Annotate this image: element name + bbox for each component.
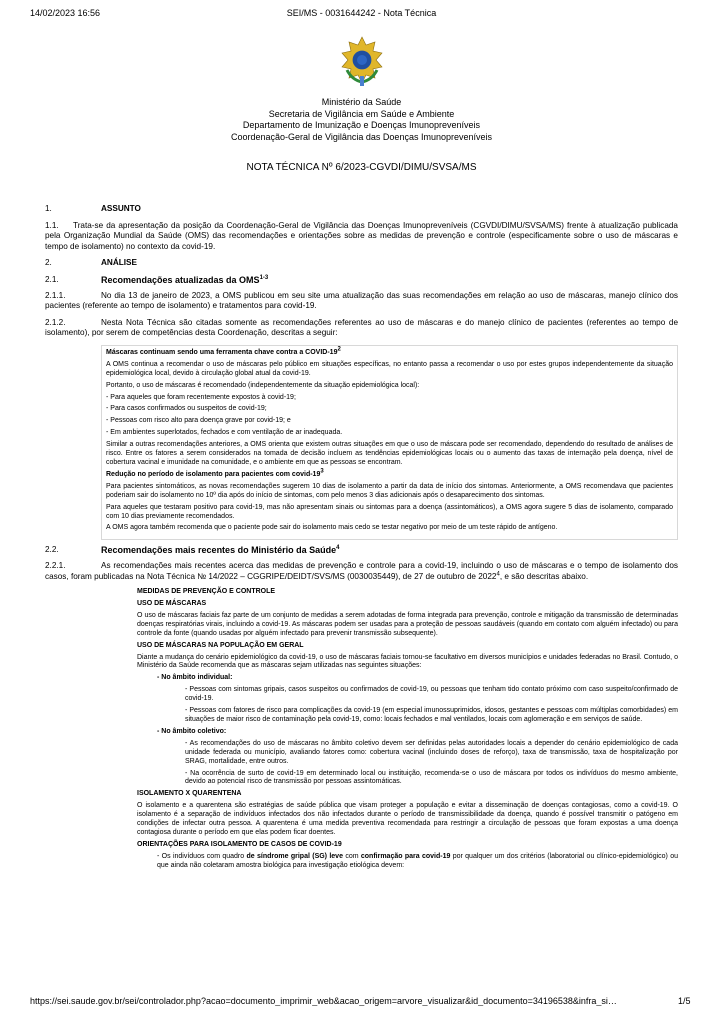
quote-list-item: - Os indivíduos com quadro de síndrome gripal (SG) leve com confirmação para covid-19 por qualquer um dos critérios (laboratorial ou clínico-epidemiológico) ou que ainda não coletaram amostra biológica para investigação etiológica devem: (157, 852, 678, 869)
quote-paragraph: Similar a outras recomendações anteriores, a OMS orienta que existem outras situações em que o uso de máscara pode ser recomendado, dependendo do resultado de análises de risco. Entre os fatores a serem considerados na tomada de decisão incluem as tendências epidemiológicas locais ou o aumento das taxas de internação pela doença, nível de cobertura vacinal e imunidade na comunidade, e o ambiente em que as pessoas se encontram. (106, 441, 673, 466)
paragraph-number: 1.1. (45, 220, 59, 230)
subsection-2-1 (45, 275, 678, 286)
paragraph-text: As recomendações mais recentes acerca das medidas de prevenção e controle para a covid-19, incluindo o uso de máscaras e o tempo de isolamento dos casos, foram publicadas na Nota Técnica № 14/2022 – CGGRIPE/DEIDT/SVS/MS (0030035449), de 27 de outubro de 2022 (45, 560, 678, 581)
section-title: ANÁLISE (101, 258, 137, 268)
quote-paragraph: A OMS agora também recomenda que o paciente pode sair do isolamento mais cedo se testar negativo por meio de um teste rápido de antígeno. (106, 524, 558, 532)
subsection-2-2 (45, 545, 678, 556)
quote-heading-masks: USO DE MÁSCARAS (137, 600, 207, 608)
paragraph-number: 2.2.1. (45, 560, 66, 570)
paragraph-2-1-2 (45, 318, 678, 339)
paragraph-text: Trata-se da apresentação da posição da Coordenação-Geral de Vigilância das Doenças Imunopreveníveis (CGVDI/DIMU/SVSA/MS) frente à atualização publicada pela Organização Mundial da Saúde (OMS) das recomendações e orientações sobre as medidas de prevenção e controle (especificamente sobre o uso de máscaras e tempo de isolamento) no contexto da covid-19. (45, 220, 678, 251)
quote-list-item: - Em ambientes superlotados, fechados e com ventilação de ar inadequada. (106, 429, 343, 437)
quote-paragraph: A OMS continua a recomendar o uso de máscaras pelo público em situações específicas, no entanto passa a recomendar o uso por estes grupos independentemente da situação epidemiológica local, devido à circulação global atual da covid-19. (106, 360, 673, 377)
quote-paragraph: O uso de máscaras faciais faz parte de um conjunto de medidas a serem adotadas de forma integrada para prevenção, controle e mitigação da transmissão de determinadas doenças respiratórias virais, incluindo a covid-19. As máscaras podem ser usadas para a proteção de pessoas saudáveis (quando em contato com alguém infectado) ou para controle da fonte (quando usadas por alguém infectado para prevenir transmissão subsequente). (137, 611, 678, 637)
section-analise (45, 258, 678, 269)
paragraph-number: 2.1.2. (45, 317, 66, 327)
footnote-ref: 2 (337, 346, 341, 353)
section-title: ASSUNTO (101, 204, 141, 213)
quote-heading-masks: Máscaras continuam sendo uma ferramenta chave contra a COVID-19 (106, 348, 338, 356)
who-quote-box (101, 345, 678, 540)
quote-paragraph: Portanto, o uso de máscaras é recomendado (independentemente da situação epidemiológica local): (106, 381, 420, 389)
paragraph-2-2-1 (45, 561, 678, 582)
quote-list-item: - Na ocorrência de surto de covid-19 em determinado local ou instituição, recomenda-se o uso de máscara por todos os indivíduos do mesmo ambiente, devido ao potencial risco de transmissão por pessoas assintomáticas. (185, 769, 678, 786)
document-body (45, 204, 678, 874)
section-number: 1. (45, 204, 52, 213)
subsection-number: 2.1. (45, 274, 59, 284)
quote-paragraph: Para aqueles que testaram positivo para covid-19, mas não apresentam sinais ou sintomas para a doença (assintomáticos), a OMS agora sugere 5 dias de isolamento, comparado com 10 dias previamente recomendados. (106, 503, 673, 520)
quote-heading-collective: - No âmbito coletivo: (157, 727, 227, 735)
quote-heading-measures: MEDIDAS DE PREVENÇÃO E CONTROLE (137, 588, 276, 596)
page-number: 1/5 (678, 996, 691, 1006)
quote-heading-isolation-guidance: ORIENTAÇÕES PARA ISOLAMENTO DE CASOS DE COVID-19 (137, 840, 342, 848)
quote-heading-isolation: Redução no período de isolamento para pacientes com covid-19 (106, 470, 321, 478)
quote-paragraph: O isolamento e a quarentena são estratégias de saúde pública que visam proteger a população e evitar a disseminação de doenças contagiosas, como a covid-19. O isolamento é a separação de indivíduos infectados dos não infectados durante o período de transmissibilidade da doença, quando é possível transmitir o patógeno em condições de infectar outra pessoa. A quarentena é uma medida preventiva recomendada para restringir a circulação de pessoas que foram expostas a uma doença contagiosa durante o período em que elas podem ficar doentes. (137, 802, 678, 836)
quote-list-item: - Pessoas com sintomas gripais, casos suspeitos ou confirmados de covid-19, ou pessoas que tenham tido contato próximo com caso suspeito/confirmado de covid-19. (185, 686, 678, 703)
print-url: https://sei.saude.gov.br/sei/controlador.php?acao=documento_imprimir_web&acao_origem=arvore_visualizar&id_documento=34196538&infra_si… (30, 996, 617, 1006)
paragraph-1-1 (45, 221, 678, 253)
footnote-ref: 4 (496, 570, 500, 577)
print-datetime: 14/02/2023 16:56 (30, 8, 101, 18)
quote-heading-individual: - No âmbito individual: (157, 674, 233, 682)
quote-heading-isolation-quarantine: ISOLAMENTO X QUARENTENA (137, 790, 242, 798)
org-line-department: Departamento de Imunização e Doenças Imunopreveníveis (242, 120, 481, 130)
print-document-title: SEI/MS - 0031644242 - Nota Técnica (286, 8, 437, 18)
footnote-ref: 3 (320, 468, 324, 475)
quote-list-item: - Para aqueles que foram recentemente expostos à covid-19; (106, 393, 296, 401)
organization-header (0, 97, 723, 143)
footnote-ref: 1-3 (259, 274, 269, 281)
paragraph-number: 2.1.1. (45, 290, 66, 300)
paragraph-text: Nesta Nota Técnica são citadas somente as recomendações referentes ao uso de máscaras e do manejo clínico de pacientes (referentes ao tempo de isolamento), por serem de competências desta Coordenação, descritas a seguir: (45, 317, 678, 338)
quote-list-item: - As recomendações do uso de máscaras no âmbito coletivo devem ser definidas pelas autoridades locais a depender do cenário epidemiológico de cada unidade federada ou município, avaliando fatores como: cobertura vacinal (incluindo doses de reforço), taxa de transmissão, taxa de hospitalização por SRAG, mortalidade, entre outros. (185, 739, 678, 765)
section-number: 2. (45, 258, 52, 268)
quote-list-item: - Pessoas com risco alto para doença grave por covid-19; e (106, 417, 291, 425)
subsection-title: Recomendações atualizadas da OMS (101, 274, 260, 285)
org-line-coordination: Coordenação-Geral de Vigilância das Doenças Imunopreveníveis (231, 131, 492, 142)
quote-heading-population: USO DE MÁSCARAS NA POPULAÇÃO EM GERAL (137, 641, 304, 649)
org-line-ministry: Ministério da Saúde (321, 97, 402, 107)
section-assunto (45, 204, 678, 215)
quote-paragraph: Para pacientes sintomáticos, as novas recomendações sugerem 10 dias de isolamento a partir da data de início dos sintomas. Anteriormente, a OMS recomendava que pacientes poderiam sair do isolamento no 10º dia após do início de sintomas, com pelo menos 3 dias adicionais após o desaparecimento dos sintomas. (106, 482, 673, 499)
paragraph-2-1-1 (45, 291, 678, 312)
footnote-ref: 4 (336, 545, 340, 552)
paragraph-text-end: , e são descritas abaixo. (499, 571, 589, 581)
paragraph-text: No dia 13 de janeiro de 2023, a OMS publicou em seu site uma atualização das suas recomendações em relação ao uso de máscaras, manejo clínico dos pacientes (referente ao tempo de isolamento) e tratamentos para covid-19. (45, 290, 678, 311)
ministry-quote-box (137, 588, 678, 870)
quote-list-item: - Pessoas com fatores de risco para complicações da covid-19 (em especial imunossuprimidos, idosos, gestantes e pessoas com múltiplas comorbidades) em situações de maior risco de contaminação pela covid-19, como: locais fechados e mal ventilados, locais com aglomeração e em serviços de saúde. (185, 707, 678, 723)
org-line-secretariat: Secretaria de Vigilância em Saúde e Ambiente (268, 108, 455, 119)
quote-list-item: - Para casos confirmados ou suspeitos de covid-19; (106, 405, 267, 413)
subsection-number: 2.2. (45, 545, 59, 555)
subsection-title: Recomendações mais recentes do Ministério da Saúde (101, 545, 337, 556)
quote-paragraph: Diante a mudança do cenário epidemiológico da covid-19, o uso de máscaras faciais tornou-se facultativo em diversos municípios e unidades federadas no Brasil. Contudo, o Ministério da Saúde recomenda que as máscaras sejam utilizadas nas seguintes situações: (137, 653, 678, 670)
nota-tecnica-title: NOTA TÉCNICA Nº 6/2023-CGVDI/DIMU/SVSA/MS (246, 162, 477, 173)
brazil-coat-of-arms-icon (338, 36, 386, 88)
